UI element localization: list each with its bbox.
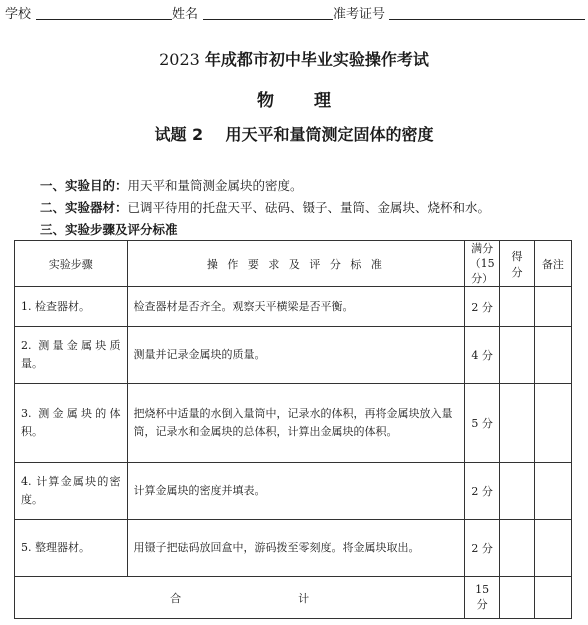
row-requirement: 计算金属块的密度并填表。 bbox=[127, 463, 465, 520]
equipment-section bbox=[40, 198, 490, 216]
table-row bbox=[15, 463, 572, 520]
total-label bbox=[15, 577, 465, 619]
row-remark-cell[interactable] bbox=[534, 463, 571, 520]
row-points: 2 分 bbox=[465, 463, 500, 520]
header-full-score: 满分（15 分） bbox=[465, 241, 500, 287]
row-points: 2 分 bbox=[465, 520, 500, 577]
school-label: 学校 bbox=[5, 7, 32, 22]
row-points: 4 分 bbox=[465, 327, 500, 384]
header-requirement: 操 作 要 求 及 评 分 标 准 bbox=[127, 241, 465, 287]
table-row bbox=[15, 287, 572, 327]
row-requirement: 把烧杯中适量的水倒入量筒中，记录水的体积，再将金属块放入量筒，记录水和金属块的总体积，计算出金属块的体积。 bbox=[127, 384, 465, 463]
total-points: 15 分 bbox=[465, 577, 500, 619]
purpose-label: 一、实验目的： bbox=[40, 178, 128, 193]
exam-id-label: 准考证号 bbox=[333, 7, 386, 22]
total-remark-cell[interactable] bbox=[534, 577, 571, 619]
equipment-label: 二、实验器材： bbox=[40, 200, 128, 215]
purpose-text: 用天平和量筒测金属块的密度。 bbox=[127, 178, 303, 193]
steps-label: 三、实验步骤及评分标准 bbox=[40, 222, 178, 237]
exam-year: 2023 bbox=[159, 50, 200, 69]
row-score-cell[interactable] bbox=[500, 463, 535, 520]
header-step: 实验步骤 bbox=[15, 241, 128, 287]
question-number: 试题 2 bbox=[154, 125, 204, 144]
total-label-1: 合 bbox=[170, 591, 182, 605]
row-requirement: 用镊子把砝码放回盒中，游码拨至零刻度。将金属块取出。 bbox=[127, 520, 465, 577]
row-remark-cell[interactable] bbox=[534, 520, 571, 577]
exam-id-field[interactable] bbox=[389, 19, 585, 20]
question-name: 用天平和量筒测定固体的密度 bbox=[225, 125, 434, 144]
row-step: 3. 测金属块的体积。 bbox=[15, 384, 128, 463]
row-step: 5. 整理器材。 bbox=[15, 520, 128, 577]
table-row bbox=[15, 520, 572, 577]
row-points: 5 分 bbox=[465, 384, 500, 463]
header-remark: 备注 bbox=[534, 241, 571, 287]
row-points: 2 分 bbox=[465, 287, 500, 327]
purpose-section bbox=[40, 176, 303, 194]
equipment-text: 已调平待用的托盘天平、砝码、镊子、量筒、金属块、烧杯和水。 bbox=[127, 200, 491, 215]
row-step: 4. 计算金属块的密度。 bbox=[15, 463, 128, 520]
table-row bbox=[15, 327, 572, 384]
row-remark-cell[interactable] bbox=[534, 384, 571, 463]
exam-title bbox=[0, 47, 588, 70]
steps-section bbox=[40, 220, 178, 238]
candidate-info-line bbox=[5, 2, 585, 22]
total-score-cell[interactable] bbox=[500, 577, 535, 619]
name-label: 姓名 bbox=[172, 7, 199, 22]
row-remark-cell[interactable] bbox=[534, 327, 571, 384]
subject-title: 物理 bbox=[257, 91, 371, 111]
header-score: 得分 bbox=[500, 241, 535, 287]
row-remark-cell[interactable] bbox=[534, 287, 571, 327]
scoring-table bbox=[14, 240, 572, 619]
row-step: 1. 检查器材。 bbox=[15, 287, 128, 327]
name-field[interactable] bbox=[203, 19, 333, 20]
table-row bbox=[15, 384, 572, 463]
row-step: 2. 测量金属块质量。 bbox=[15, 327, 128, 384]
total-label-2: 计 bbox=[298, 591, 310, 605]
table-header-row bbox=[15, 241, 572, 287]
question-title bbox=[0, 122, 588, 145]
school-field[interactable] bbox=[36, 19, 172, 20]
row-score-cell[interactable] bbox=[500, 287, 535, 327]
row-requirement: 检查器材是否齐全。观察天平横梁是否平衡。 bbox=[127, 287, 465, 327]
exam-name: 年成都市初中毕业实验操作考试 bbox=[204, 50, 429, 69]
row-score-cell[interactable] bbox=[500, 520, 535, 577]
row-requirement: 测量并记录金属块的质量。 bbox=[127, 327, 465, 384]
row-score-cell[interactable] bbox=[500, 384, 535, 463]
row-score-cell[interactable] bbox=[500, 327, 535, 384]
table-total-row bbox=[15, 577, 572, 619]
